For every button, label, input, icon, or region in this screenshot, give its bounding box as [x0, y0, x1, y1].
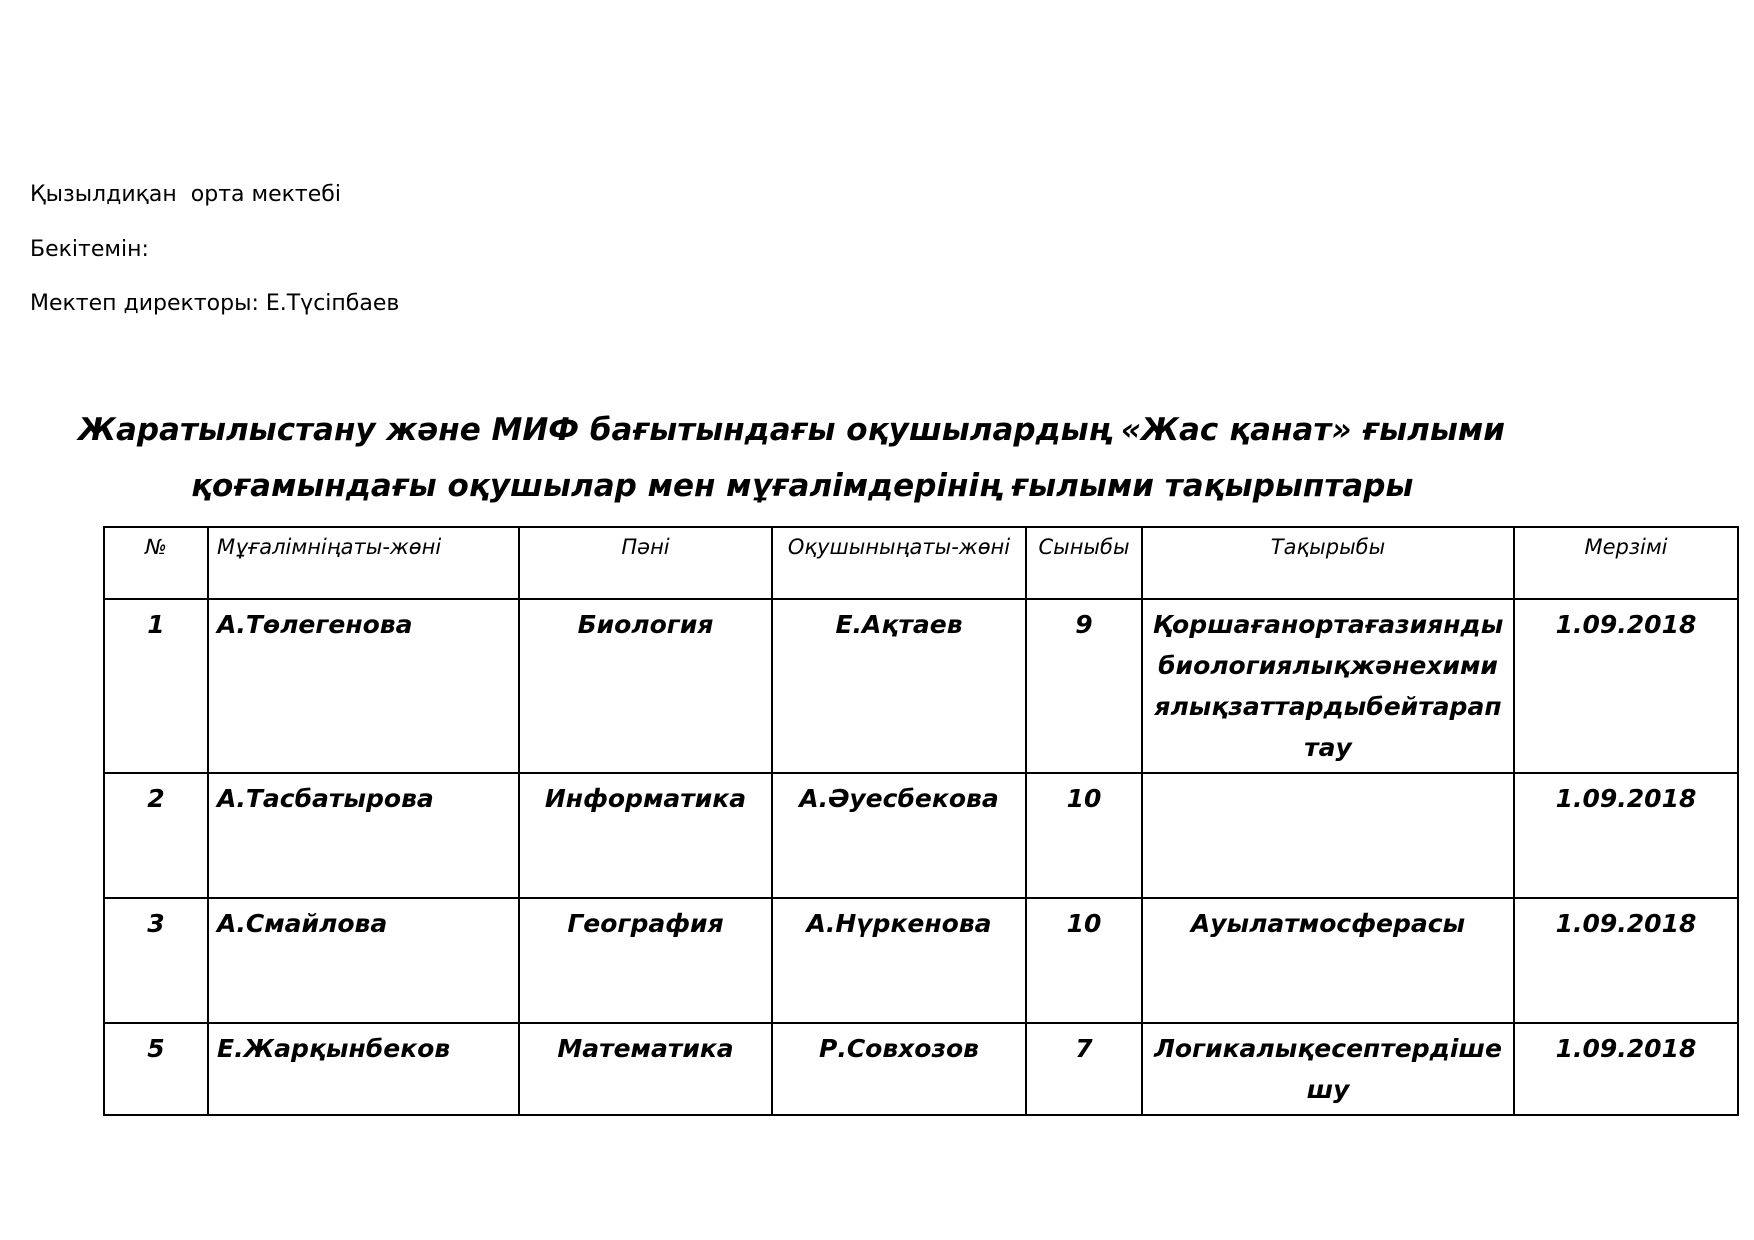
row-subject: Информатика [519, 773, 772, 898]
row-date: 1.09.2018 [1514, 599, 1738, 773]
row-student: Е.Ақтаев [772, 599, 1026, 773]
header-teacher: Мұғалімніңаты-жөні [208, 527, 519, 599]
row-num: 3 [104, 898, 208, 1023]
row-grade: 10 [1026, 773, 1142, 898]
director-line: Мектеп директоры: Е.Түсіпбаев [30, 291, 400, 316]
row-student: А.Әуесбекова [772, 773, 1026, 898]
table-row [104, 898, 1738, 1023]
header-grade: Сыныбы [1026, 527, 1142, 599]
row-grade: 9 [1026, 599, 1142, 773]
title-line-1: Жаратылыстану және МИФ бағытындағы оқушылардың «Жас қанат» ғылыми [78, 412, 1505, 448]
row-date: 1.09.2018 [1514, 773, 1738, 898]
row-subject: Биология [519, 599, 772, 773]
school-name: Қызылдиқан орта мектебі [30, 182, 341, 207]
table-row [104, 1023, 1738, 1115]
row-grade: 7 [1026, 1023, 1142, 1115]
row-subject: Математика [519, 1023, 772, 1115]
table-row [104, 773, 1738, 898]
row-topic [1142, 773, 1514, 898]
topics-table [103, 526, 1739, 1116]
row-topic: Ауылатмосферасы [1142, 898, 1514, 1023]
row-student: А.Нүркенова [772, 898, 1026, 1023]
row-topic: Логикалықесептердішешу [1142, 1023, 1514, 1115]
row-teacher: А.Смайлова [208, 898, 519, 1023]
row-student: Р.Совхозов [772, 1023, 1026, 1115]
row-topic: Қоршағанортағазияндыбиологиялықжәнехимиялықзаттардыбейтараптау [1142, 599, 1514, 773]
header-date: Мерзімі [1514, 527, 1738, 599]
row-num: 1 [104, 599, 208, 773]
header-topic: Тақырыбы [1142, 527, 1514, 599]
row-date: 1.09.2018 [1514, 898, 1738, 1023]
table-row [104, 599, 1738, 773]
approval-label: Бекітемін: [30, 237, 149, 262]
row-teacher: А.Тасбатырова [208, 773, 519, 898]
row-teacher: А.Төлегенова [208, 599, 519, 773]
table-header-row [104, 527, 1738, 599]
header-student: Оқушыныңаты-жөні [772, 527, 1026, 599]
header-subject: Пәні [519, 527, 772, 599]
row-num: 5 [104, 1023, 208, 1115]
title-line-2: қоғамындағы оқушылар мен мұғалімдерінің ғылыми тақырыптары [191, 468, 1414, 504]
row-date: 1.09.2018 [1514, 1023, 1738, 1115]
document-title [60, 402, 1620, 514]
row-num: 2 [104, 773, 208, 898]
row-grade: 10 [1026, 898, 1142, 1023]
header-num: № [104, 527, 208, 599]
row-teacher: Е.Жарқынбеков [208, 1023, 519, 1115]
row-subject: География [519, 898, 772, 1023]
